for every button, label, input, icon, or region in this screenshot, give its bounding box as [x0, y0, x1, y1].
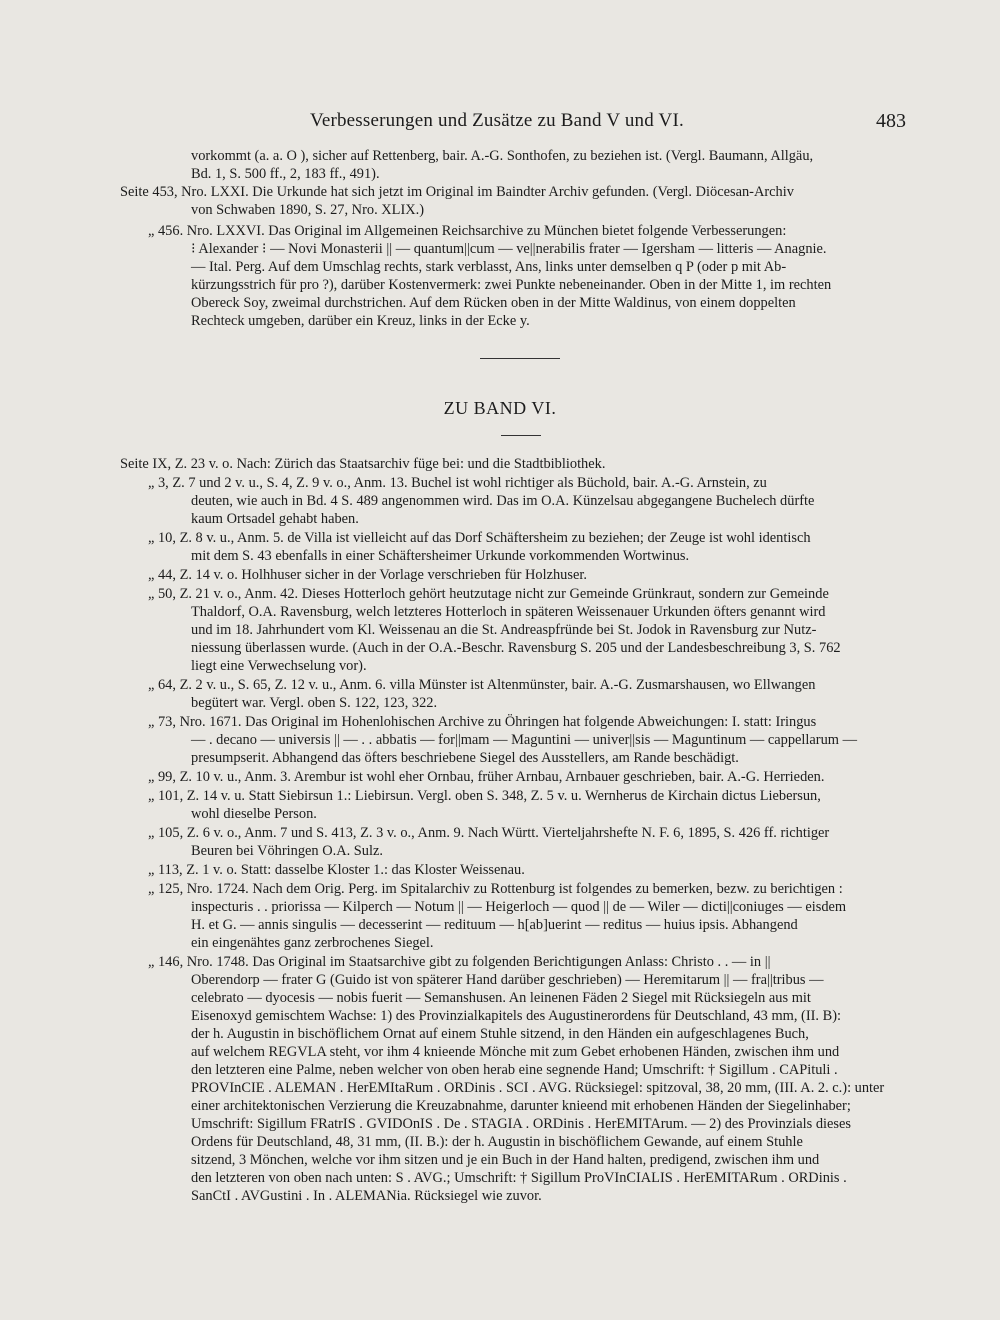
text-line: SanCtI . AVGustini . In . ALEMANia. Rücksiegel wie zuvor.: [191, 1188, 542, 1204]
text-line: den letzteren eine Palme, neben welcher von oben herab eine segnende Hand; Umschrift: † Sigillum . CAPituli .: [191, 1062, 838, 1078]
text-line: — . decano — universis || — . . abbatis — for||mam — Maguntini — univer||sis — Maguntinum — cappellarum —: [191, 732, 857, 748]
text-line: „ 105, Z. 6 v. o., Anm. 7 und S. 413, Z. 3 v. o., Anm. 9. Nach Württ. Vierteljahrshefte N. F. 6, 1895, S. 426 ff. richtiger: [148, 825, 830, 841]
text-line: inspecturis . . priorissa — Kilperch — Notum || — Heigerloch — quod || de — Wiler — dicti||coniuges — eisdem: [191, 899, 847, 915]
text-line: begütert war. Vergl. oben S. 122, 123, 322.: [191, 695, 438, 711]
page-number: 483: [876, 110, 906, 132]
text-line: Seite IX, Z. 23 v. o. Nach: Zürich das Staatsarchiv füge bei: und die Stadtbibliothek.: [120, 456, 606, 472]
text-line: liegt eine Verwechselung vor).: [191, 658, 367, 674]
section-divider-top: [480, 358, 560, 359]
text-line: Seite 453, Nro. LXXI. Die Urkunde hat sich jetzt im Original im Baindter Archiv gefunden. (Vergl. Diöcesan-Archiv: [120, 184, 794, 200]
text-line: einer architektonischen Verzierung die Kreuzabnahme, darunter knieend mit erhobenen Händen der Siegelinhaber;: [191, 1098, 851, 1114]
section-heading: ZU BAND VI.: [443, 398, 557, 418]
text-line: Thaldorf, O.A. Ravensburg, welch letzteres Hotterloch in späteren Weissenauer Urkunden öfters genannt wird: [191, 604, 826, 620]
text-line: „ 3, Z. 7 und 2 v. u., S. 4, Z. 9 v. o., Anm. 13. Buchel ist wohl richtiger als Büchold, bair. A.-G. Arnstein, zu: [148, 475, 767, 491]
text-line: auf welchem REGVLA steht, vor ihm 4 knieende Mönche mit zum Gebet erhobenen Händen, zwischen ihm und: [191, 1044, 840, 1060]
text-line: Oberendorp — frater G (Guido ist von späterer Hand darüber geschrieben) — Heremitarum || — fra||tribus —: [191, 972, 824, 988]
text-line: vorkommt (a. a. O ), sicher auf Rettenberg, bair. A.-G. Sonthofen, zu beziehen ist. (Vergl. Baumann, Allgäu,: [191, 148, 814, 164]
text-line: „ 64, Z. 2 v. u., S. 65, Z. 12 v. u., Anm. 6. villa Münster ist Altenmünster, bair. A.-G. Zusmarshausen, wo Ellwangen: [148, 677, 816, 693]
text-line: „ 146, Nro. 1748. Das Original im Staatsarchive gibt zu folgenden Berichtigungen Anlass: Christo . . — in ||: [148, 954, 771, 970]
text-line: presumpserit. Abhangend das öfters beschriebene Siegel des Ausstellers, am Rande beschädigt.: [191, 750, 739, 766]
text-line: der h. Augustin in bischöflichem Ornat auf einem Stuhle sitzend, in den Händen ein aufgeschlagenes Buch,: [191, 1026, 809, 1042]
text-line: den letzteren von oben nach unten: S . AVG.; Umschrift: † Sigillum ProVInCIALIS . HerEMITARum . ORDinis .: [191, 1170, 847, 1186]
text-line: niessung überlassen wurde. (Auch in der O.A.-Beschr. Ravensburg S. 205 und der Landesbeschreibung 3, S. 762: [191, 640, 841, 656]
text-line: „ 50, Z. 21 v. o., Anm. 42. Dieses Hotterloch gehört heutzutage nicht zur Gemeinde Grünkraut, sondern zur Gemeinde: [148, 586, 829, 602]
text-line: „ 73, Nro. 1671. Das Original im Hohenlohischen Archive zu Öhringen hat folgende Abweichungen: I. statt: Iringus: [148, 714, 817, 730]
text-line: H. et G. — annis singulis — decesserint — redituum — h[ab]uerint — reditus — huius ipsis. Abhangend: [191, 917, 798, 933]
text-line: kaum Ortsadel gehabt haben.: [191, 511, 359, 527]
text-line: sitzend, 3 Mönchen, welche vor ihm sitzen und je ein Buch in der Hand halten, predigend, zwischen ihm und: [191, 1152, 820, 1168]
text-line: Rechteck umgeben, darüber ein Kreuz, links in der Ecke y.: [191, 313, 530, 329]
text-line: PROVInCIE . ALEMAN . HerEMItaRum . ORDinis . SCI . AVG. Rücksiegel: spitzoval, 38, 20 mm, (III. A. 2. c.): unter: [191, 1080, 885, 1096]
text-line: deuten, wie auch in Bd. 4 S. 489 angenommen wird. Das im O.A. Künzelsau abgegangene Buchelech dürfte: [191, 493, 815, 509]
text-line: ⁝ Alexander ⁝ — Novi Monasterii || — quantum||cum — ve||nerabilis frater — Igersham — litteris — Anagnie.: [191, 241, 827, 257]
text-line: celebrato — dyocesis — nobis fuerit — Semanshusen. An leinenen Fäden 2 Siegel mit Rücksiegeln aus mit: [191, 990, 811, 1006]
text-line: Obereck Soy, zweimal durchstrichen. Auf dem Rücken oben in der Mitte Waldinus, von einem doppelten: [191, 295, 796, 311]
text-line: Bd. 1, S. 500 ff., 2, 183 ff., 491).: [191, 166, 380, 182]
text-line: „ 99, Z. 10 v. u., Anm. 3. Arembur ist wohl eher Ornbau, früher Arnbau, Arnbauer geschrieben, bair. A.-G. Herrieden.: [148, 769, 825, 785]
text-line: von Schwaben 1890, S. 27, Nro. XLIX.): [191, 202, 425, 218]
text-line: „ 44, Z. 14 v. o. Holhhuser sicher in der Vorlage verschrieben für Holzhuser.: [148, 567, 587, 583]
text-line: kürzungsstrich für pro ?), darüber Kostenvermerk: zwei Punkte nebeneinander. Oben in der Mitte 1, im rechten: [191, 277, 832, 293]
text-line: — Ital. Perg. Auf dem Umschlag rechts, stark verblasst, Ans, links unter demselben q P (oder p mit Ab-: [191, 259, 787, 275]
text-line: „ 101, Z. 14 v. u. Statt Siebirsun 1.: Liebirsun. Vergl. oben S. 348, Z. 5 v. u. Wernherus de Kirchain dictus Liebersun,: [148, 788, 821, 804]
text-line: „ 456. Nro. LXXVI. Das Original im Allgemeinen Reichsarchive zu München bietet folgende Verbesserungen:: [148, 223, 787, 239]
text-line: Beuren bei Vöhringen O.A. Sulz.: [191, 843, 383, 859]
text-line: ein eingenähtes ganz zerbrochenes Siegel.: [191, 935, 434, 951]
running-title: Verbesserungen und Zusätze zu Band V und VI.: [310, 110, 684, 131]
text-line: Ordens für Deutschland, 48, 31 mm, (II. B.): der h. Augustin in bischöflichem Gewande, auf einem Stuhle: [191, 1134, 803, 1150]
section-divider-bottom: [501, 435, 541, 436]
text-line: „ 125, Nro. 1724. Nach dem Orig. Perg. im Spitalarchiv zu Rottenburg ist folgendes zu bemerken, bezw. zu berichtigen :: [148, 881, 843, 897]
text-line: mit dem S. 43 ebenfalls in einer Schäftersheimer Urkunde vorkommenden Wortwinus.: [191, 548, 690, 564]
text-line: „ 113, Z. 1 v. o. Statt: dasselbe Kloster 1.: das Kloster Weissenau.: [148, 862, 525, 878]
text-line: Umschrift: Sigillum FRatrIS . GVIDOnIS . De . STAGIA . ORDinis . HerEMITArum. — 2) des Provinzials dieses: [191, 1116, 852, 1132]
text-line: „ 10, Z. 8 v. u., Anm. 5. de Villa ist vielleicht auf das Dorf Schäftersheim zu beziehen; der Zeuge ist wohl identisch: [148, 530, 811, 546]
text-line: und im 18. Jahrhundert vom Kl. Weissenau an die St. Andreaspfründe bei St. Jodok in Ravensburg zur Nutz-: [191, 622, 817, 638]
text-line: Eisenoxyd gemischtem Wachse: 1) des Provinzialkapitels des Augustinerordens für Deutschland, 43 mm, (II. B):: [191, 1008, 842, 1024]
text-line: wohl dieselbe Person.: [191, 806, 317, 822]
